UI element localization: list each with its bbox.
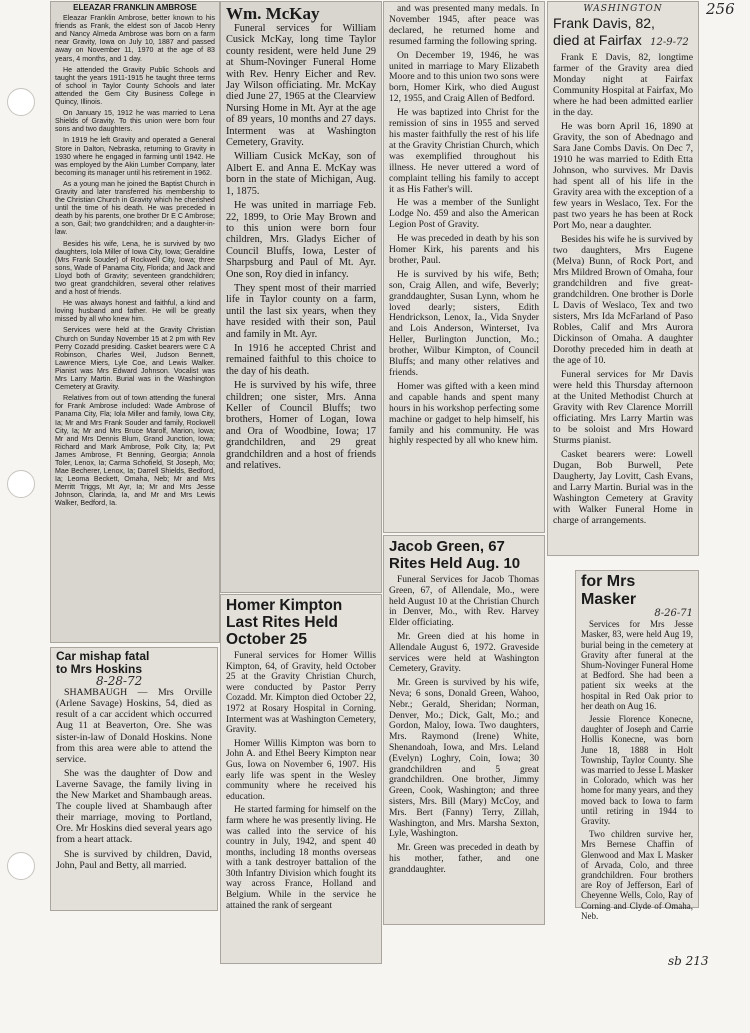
binder-hole bbox=[7, 88, 35, 116]
paragraph: SHAMBAUGH — Mrs Orville (Arlene Savage) Hoskins, 54, died as result of a car accident which occurred Aug 11 at Beaverton, Ore. She was sister-in-law of Donald Hoskins. None from this area were able to attend the service. bbox=[56, 687, 212, 765]
davis-title-line2: died at Fairfax bbox=[553, 32, 642, 48]
paragraph: He was a member of the Sunlight Lodge No. 459 and also the American Legion Post of Gravity. bbox=[389, 197, 539, 231]
paragraph: On December 19, 1946, he was united in marriage to Mary Elizabeth Moore and to this union two sons were born, Homer Kirk, who died August 12, 1955, and Craig Allen of Bedford. bbox=[389, 49, 539, 105]
paragraph: He is survived by his wife, three children; one sister, Mrs. Anna Keller of Council Bluffs; two brothers, Homer of Logan, Iowa and Ora of Woodbine, Iowa; 17 grandchildren, and 29 great grandchildren and a host of friends and relatives. bbox=[226, 380, 376, 472]
green-title: Jacob Green, 67 Rites Held Aug. 10 bbox=[389, 538, 521, 572]
handwritten-date: 8-26-71 bbox=[654, 608, 693, 619]
mckay-title: Wm. McKay bbox=[226, 4, 320, 23]
paragraph: Services for Mrs Jesse Masker, 83, were held Aug 19, burial being in the cemetery at Gravity after funeral at the Shum-Novinger Funeral Home at Bedford. She had been a patient six weeks at the hospital in Red Oak prior to her death on Aug 16. bbox=[581, 619, 693, 711]
paragraph: Mr. Green is survived by his wife, Neva; 6 sons, Donald Green, Wahoo, Nebr.; Gerald, Sheridan; Norman, Denver, Mo.; Dick, Galt, Mo.; and Gordon, Maloy, Iowa. Two daughters, Mrs. Raymond (Irene) White, Shenandoah, Iowa, and Mrs. Leland (Evelyn) Loghry, Coin, Iowa; 30 grandchildren and 5 great grandchildren. One brother, Jimmy Green, Cook, Washington; and three sisters, Mrs. Bill (Mary) McCoy, and Mrs. Bert (Fanny) Terry, Zillah, Washington, and Mrs. Marsha Sexton, Lyle, Washington. bbox=[389, 678, 539, 840]
paragraph: Jessie Florence Konecne, daughter of Joseph and Carrie Hollis Konecne, was born June 18, 1888 in Holt Township, Taylor County. She was married to Jesse L Masker in Colorado, which was her home for many years, and they moved back to Iowa to farm until retiring in 1944 to Gravity. bbox=[581, 714, 693, 827]
paragraph: She was the daughter of Dow and Laverne Savage, the family living in the New Market and Shambaugh areas. The couple lived at Shambaugh after their marriage, moving to Portland, Ore. Mr Hoskins died several years ago from a heart attack. bbox=[56, 767, 212, 846]
hoskins-title-line1: Car mishap fatal bbox=[56, 649, 150, 663]
paragraph: Two children survive her, Mrs Bernese Chaffin of Glenwood and Max L Masker of Arvada, Colo, and three grandchildren. Four brothers are Roy of Jefferson, Earl of Cheyenne Wells, Colo, Ray of Corning and Clyde of Omaha, Neb. bbox=[581, 829, 693, 921]
paragraph: Funeral services for William Cusick McKay, long time Taylor county resident, were held June 29 at Shum-Novinger Funeral Home with Rev. Henry Eicher and Rev. Jay Wilson officiating. Mr. McKay died June 27, 1965 at the Clearview Nursing Home in Mt. Ayr at the age of 89 years, 10 months and 27 days. Interment was at Washington Cemetery, Gravity. bbox=[226, 23, 376, 149]
handwritten-place: WASHINGTON bbox=[583, 4, 663, 14]
footer-note: sb 213 bbox=[668, 954, 709, 968]
handwritten-date: 12-9-72 bbox=[650, 37, 689, 48]
paragraph: He is survived by his wife, Beth; son, Craig Allen, and wife, Beverly; granddaughter, Susan Lynn, whom he loved dearly; sisters, Edith Hendrickson, Lenox, Ia., Vida Snyder and Lois Anderson, Winterset, Iva Heller, Burlington Junction, Mo.; brother, Wilbur Kimpton, of Council Bluffs; and many other relatives and friends. bbox=[389, 268, 539, 378]
paragraph: Besides his wife, Lena, he is survived by two daughters, Iola Miller of Iowa City, Iowa; Geraldine (Mrs Frank Souder) of Rockwell City, Iowa; three sons, Wade of Panama City, Florida; and Jack and Lloyd both of Gravity; seventeen grandchildren; two great grandchildren, several other relatives and a host of friends. bbox=[55, 239, 215, 297]
paragraph: He was preceded in death by his son Homer Kirk, his parents and his brother, Paul. bbox=[389, 233, 539, 266]
paragraph: Relatives from out of town attending the funeral for Frank Ambrose included: Wade Ambrose of Panama City, Fla; Iola Miller and family, Iowa City, Ia; Mr and Mrs Frank Souder and family, Rockwell City, Ia; Mr and Mrs Bruce Marolf, Marion, Iowa; Mr and Mrs Dennis Blum, Grand Junction, Iowa; Richard and Mark Ambrose, Polk City, Ia; Pvt James Ambrose, Ft Benning, Georgia; Annola Toler, Lenox, Ia; Carma Schofield, St Joseph, Mo; Mae Becherer, Lenox, Ia; Darrell Shields, Bedford, Ia; Leoma Beckett, Omaha, Neb; Mr and Mrs Merritt Triggs, Mt Ayr, Ia; Mr and Mrs Jesse Johnson, Clarinda, Ia, and Mr and Mrs Lewis Walker, Bedford, Ia. bbox=[55, 394, 215, 508]
paragraph: Homer Willis Kimpton was born to John A. and Ethel Beery Kimpton near Gus, Iowa on November 6, 1907. His early life was spent in the Wesley community where he received his education. bbox=[226, 738, 376, 802]
paragraph: Besides his wife he is survived by two daughters, Mrs Eugene (Melva) Bunn, of Rock Port, and Mrs Mildred Brown of Omaha, four grandchildren and five great-grandchildren. One brother is Dorle L Davis of Weslaco, Tex and two sisters, Mrs Ida McFarland of Paso Robles, Calif and Mrs Aurora Dickinson of Omaha. A daughter Dorothy preceded him in death at the age of 10. bbox=[553, 234, 693, 366]
paragraph: She is survived by children, David, John, Paul and Betty, all married. bbox=[56, 848, 212, 871]
clipping-kimpton bbox=[220, 594, 382, 964]
clipping-green bbox=[383, 535, 545, 925]
clipping-davis bbox=[547, 1, 699, 556]
paragraph: and was presented many medals. In November 1945, after peace was declared, he returned home and resumed farming the following spring. bbox=[389, 3, 539, 47]
paragraph: He was baptized into Christ for the remission of sins in 1955 and served his master faithfully the rest of his life at the Gravity Christian Church, which was exemplified throughout his illness. He never uttered a word of complaint telling his family to accept it as His Father's will. bbox=[389, 107, 539, 195]
binder-hole bbox=[7, 470, 35, 498]
masker-title: for Mrs Masker bbox=[581, 573, 637, 608]
paragraph: As a young man he joined the Baptist Church in Gravity and later transferred his membership to the Christian Church in Gravity which he cherished until the time of his death. He was preceded in death by his parents, one brother Dr E C Ambrose; a son, Gail; two grandchildren; and a daughter-in-law. bbox=[55, 179, 215, 237]
paragraph: Homer was gifted with a keen mind and capable hands and spent many hours in his workshop perfecting some machine or gadget to help himself, his family and his community. He was highly respected by all who knew him. bbox=[389, 380, 539, 447]
paragraph: Mr. Green was preceded in death by his mother, father, and one granddaughter. bbox=[389, 843, 539, 875]
clipping-mckay bbox=[220, 1, 382, 593]
paragraph: He attended the Gravity Public Schools and taught the years 1911-1915 he taught three terms of school in Taylor County Schools and later attended the Gem City Business College in Quincy, Illinois. bbox=[55, 65, 215, 107]
paragraph: Frank E Davis, 82, longtime farmer of the Gravity area died Monday night at Fairfax Community Hospital at Fairfax, Mo where he had been admitted earlier in the day. bbox=[553, 52, 693, 118]
paragraph: In 1919 he left Gravity and operated a General Store in Dalton, Nebraska, returning to Gravity in 1930 where he engaged in farming until 1942. He was employed by the Akin Lumber Company, later becoming its manager until his retirement in 1962. bbox=[55, 136, 215, 177]
paragraph: Services were held at the Gravity Christian Church on Sunday November 15 at 2 pm with Rev Perry Cozadd presiding. Casket bearers were C A Robinson, Charles Weil, Judson Bennett, Lawrence Miers, Lyle Coe, and Lewis Walker. Pianist was Mrs Edward Johnson. Vocalist was Mrs Larry Martin. Burial was in the Washington Cemetery at Gravity. bbox=[55, 326, 215, 392]
clipping-masker bbox=[575, 570, 699, 921]
paragraph: Mr. Green died at his home in Allendale August 6, 1972. Graveside services were held at Washington Cemetery, Gravity. bbox=[389, 631, 539, 675]
clipping-ambrose bbox=[50, 1, 220, 643]
clipping-hoskins bbox=[50, 647, 218, 911]
paragraph: Eleazar Franklin Ambrose, better known to his friends as Frank, the eldest son of Jacob Henry and Nancy Almeda Ambrose was born on a farm near Gravity, Iowa on July 10, 1887 and passed away on November 11, 1970 at the age of 83 years, 4 months, and 1 day. bbox=[55, 14, 215, 63]
handwritten-date: 8-28-72 bbox=[96, 674, 143, 689]
paragraph: Funeral Services for Jacob Thomas Green, 67, of Allendale, Mo., were held August 10 at the Christian Church in Denver, Mo., with Rev. Harvey Elder officiating. bbox=[389, 575, 539, 629]
paragraph: On January 15, 1912 he was married to Lena Shields of Gravity. To this union were born four sons and two daughters. bbox=[55, 109, 215, 134]
paragraph: Funeral services for Mr Davis were held this Thursday afternoon at the United Methodist Church at Gravity with Rev Clarence Morrill officiating. Mrs Larry Martin was to be soloist and Mrs Howard Sturms pianist. bbox=[553, 369, 693, 446]
paragraph: Funeral services for Homer Willis Kimpton, 64, of Gravity, held October 25 at the Gravity Christian Church, were conducted by Pastor Perry Cozadd. Mr. Kimpton died October 22, 1972 at Rosary Hospital in Corning. Interment was at Washington Cemetery, Gravity. bbox=[226, 651, 376, 736]
clipping-kimpton-continued bbox=[383, 1, 545, 533]
paragraph: He started farming for himself on the farm where he was presently living. He was called into the service of his country in July, 1942, and spent 40 months, including 18 months overseas with a tank destroyer battalion of the 30th Infantry Division which fought its way across France, Holland and Belgium. While in the service he attained the rank of sergeant bbox=[226, 805, 376, 911]
paragraph: They spent most of their married life in Taylor county on a farm, until the last six years, when they have resided with their son, Paul and family in Mt. Ayr. bbox=[226, 282, 376, 340]
paragraph: Casket bearers were: Lowell Dugan, Bob Burwell, Pete Daugherty, Jay Lovitt, Cash Evans, and Larry Martin. Burial was in the Washington Cemetery at Gravity with Walker Funeral Home in charge of arrangements. bbox=[553, 449, 693, 526]
davis-title-line1: Frank Davis, 82, bbox=[553, 15, 655, 31]
paragraph: He was always honest and faithful, a kind and loving husband and father. He will be greatly missed by all who knew him. bbox=[55, 299, 215, 324]
paragraph: William Cusick McKay, son of Albert E. and Anna E. McKay was born in the state of Michigan, Aug. 1, 1875. bbox=[226, 151, 376, 197]
paragraph: In 1916 he accepted Christ and remained faithful to this choice to the day of his death. bbox=[226, 342, 376, 377]
paragraph: He was united in marriage Feb. 22, 1899, to Orie May Brown and to this union were born four children, Mrs. Gladys Eicher of Council Bluffs, Iowa, Lester of Sharpsburg and Paul of Mt. Ayr. One son, Roy died in infancy. bbox=[226, 200, 376, 280]
binder-hole bbox=[7, 852, 35, 880]
hoskins-title-line2: to Mrs Hoskins bbox=[56, 662, 143, 676]
paragraph: He was born April 16, 1890 at Gravity, the son of Abednago and Sara Jane Combs Davis. On Dec 7, 1910 he was married to Edith Etta Johnson, who survives. Mr Davis had spent all of his life in the Gravity area with the exception of a few years in Weslaco, Tex. For the past two years he has been at Rock Port Mo, near a daughter. bbox=[553, 121, 693, 231]
kimpton-title: Homer Kimpton Last Rites Held October 25 bbox=[226, 597, 343, 648]
page-number: 256 bbox=[706, 0, 735, 18]
ambrose-title: ELEAZAR FRANKLIN AMBROSE bbox=[73, 3, 197, 12]
